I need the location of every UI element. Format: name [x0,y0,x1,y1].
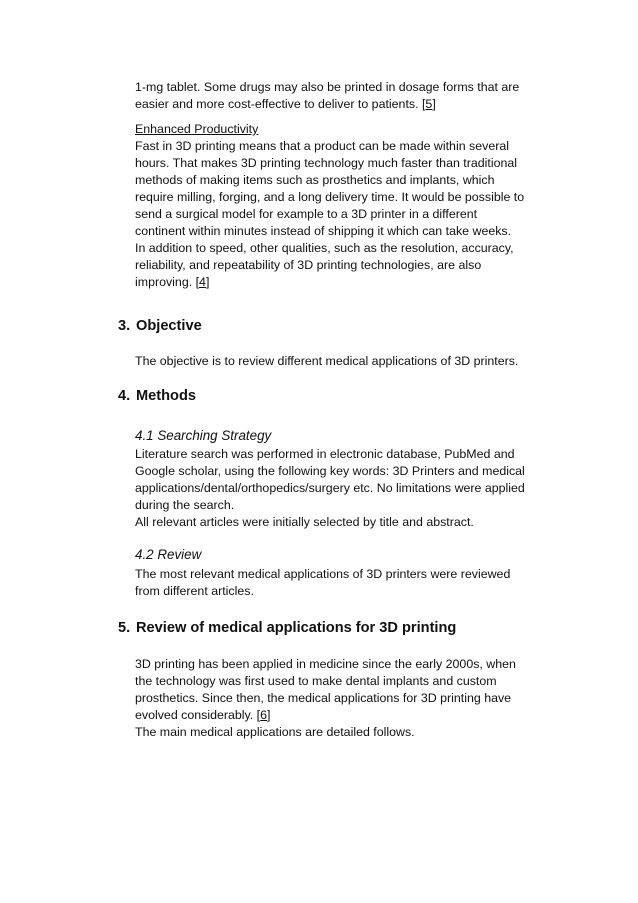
productivity-line: hours. That makes 3D printing technology much faster than traditional [135,156,518,170]
methods-line: All relevant articles were initially selected by title and abstract. [135,515,474,529]
section-title: Methods [136,388,196,404]
productivity-line: continent within minutes instead of shipping it which can take weeks. [135,224,512,238]
bracket-close: ] [267,708,271,722]
subsection-title-review: 4.2 Review [135,547,202,562]
applications-line: the technology was first used to make dental implants and custom [135,674,497,688]
section-number: 5. [118,620,131,636]
reference-link-4[interactable]: 4 [199,275,206,289]
productivity-text: improving. [ [135,275,200,289]
productivity-line-last [135,274,209,291]
applications-line-last: The main medical applications are detailed follows. [135,725,415,739]
methods-line: applications/dental/orthopedics/surgery etc. No limitations were applied [135,481,525,495]
reference-link-5[interactable]: 5 [425,97,433,111]
methods-line: Google scholar, using the following key words: 3D Printers and medical [135,464,525,478]
productivity-line: reliability, and repeatability of 3D printing technologies, are also [135,258,482,272]
section-number: 4. [118,388,131,404]
productivity-line: methods of making items such as prosthetics and implants, which [135,173,495,187]
review-line: The most relevant medical applications of 3D printers were reviewed [135,567,511,581]
section-number: 3. [118,318,131,334]
intro-line-1: 1-mg tablet. Some drugs may also be printed in dosage forms that are [135,80,520,94]
methods-line: during the search. [135,498,235,512]
section-heading-methods [118,388,196,404]
applications-text: evolved considerably. [ [135,708,261,722]
review-line: from different articles. [135,584,254,598]
productivity-title: Enhanced Productivity [135,122,259,136]
methods-line: Literature search was performed in electronic database, PubMed and [135,447,515,461]
section-title: Objective [136,318,202,334]
subsection-title-search: 4.1 Searching Strategy [135,428,272,443]
intro-line-2 [135,96,436,113]
applications-line: 3D printing has been applied in medicine since the early 2000s, when [135,657,516,671]
productivity-line: In addition to speed, other qualities, such as the resolution, accuracy, [135,241,514,255]
reference-link-6[interactable]: 6 [260,708,268,722]
productivity-line: Fast in 3D printing means that a product can be made within several [135,139,509,153]
section-heading-review [118,620,456,636]
section-title: Review of medical applications for 3D printing [136,620,457,636]
section-heading-objective [118,318,202,334]
objective-text: The objective is to review different medical applications of 3D printers. [135,354,519,368]
productivity-line: require milling, forging, and a long delivery time. It would be possible to [135,190,525,204]
productivity-line: send a surgical model for example to a 3D printer in a different [135,207,478,221]
applications-line-ref [135,707,270,724]
bracket-close: ] [205,275,210,289]
applications-line: prosthetics. Since then, the medical applications for 3D printing have [135,691,512,705]
intro-text: easier and more cost-effective to deliver to patients. [ [135,97,426,111]
bracket-close: ] [432,97,436,111]
